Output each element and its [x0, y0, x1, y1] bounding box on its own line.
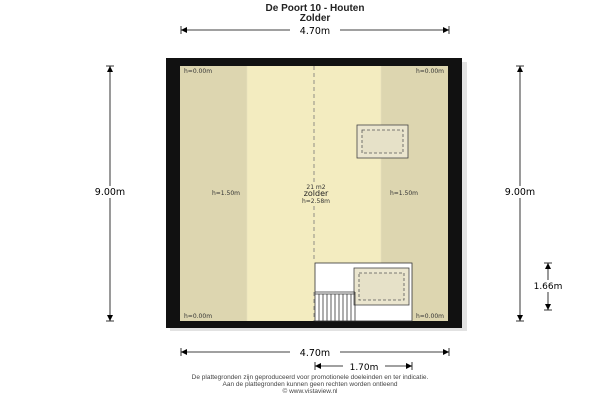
stair-opening — [315, 263, 412, 321]
address-title: De Poort 10 - Houten — [265, 3, 365, 14]
room-name: zolder — [303, 189, 329, 198]
floor-title: Zolder — [299, 13, 331, 24]
height-label-bottom-left: h=0.00m — [184, 313, 213, 320]
right-segment-label: 1.66m — [533, 282, 563, 292]
height-label-top-left: h=0.00m — [184, 68, 213, 75]
height-label-mid-left: h=1.50m — [211, 190, 241, 197]
disclaimer-line-2: Aan de plattegronden kunnen geen rechten worden ontleend — [222, 381, 398, 388]
left-height-label: 9.00m — [94, 187, 126, 198]
height-label-bottom-right: h=0.00m — [415, 313, 444, 320]
height-label-top-right: h=0.00m — [415, 68, 444, 75]
copyright-line: © www.vistaview.nl — [282, 388, 338, 395]
top-width-label: 4.70m — [299, 26, 331, 37]
bottom-segment-label: 1.70m — [349, 363, 379, 373]
height-label-mid-right: h=1.50m — [389, 190, 419, 197]
bottom-width-label: 4.70m — [299, 348, 331, 359]
room-ceiling-height: h=2.58m — [301, 198, 331, 205]
disclaimer-line-1: De plattegronden zijn geproduceerd voor promotionele doeleinden en ter indicatie. — [191, 374, 429, 381]
skylight — [357, 125, 408, 158]
right-height-label: 9.00m — [504, 187, 536, 198]
room-area: 21 m2 — [306, 184, 326, 191]
